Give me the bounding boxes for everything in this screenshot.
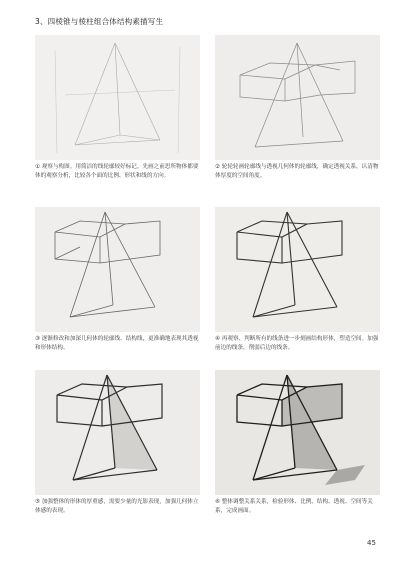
step-3-caption: ③ 逐渐修改和加深几何体的轮廓线、结构线，更准确地表现其透视和形体结构。 (35, 336, 199, 351)
step-1-sketch-image (35, 35, 200, 160)
step-1-sketch-drawing (35, 35, 200, 160)
step-3-sketch-drawing (35, 207, 200, 332)
step-4-sketch-image (215, 207, 380, 332)
step-1-caption: ① 观察与构图。用简洁的线轮廓较好标记。先画之前思所物体都要体的观察分析，比较各个面的比例、形状和线的方向。 (35, 164, 199, 179)
step-3 (35, 207, 200, 352)
step-3-sketch-image (35, 207, 200, 332)
step-2-sketch-image (215, 35, 380, 160)
step-4-caption: ④ 再观察、判断所有的线条进一步刻画结构形体，塑造空间。加强前边的线条，削弱后边的线条。 (215, 336, 379, 351)
step-4-sketch-drawing (215, 207, 380, 332)
step-6-caption: ⑥ 整体调整关系关系，检验形体、比例、结构、透视、空间等关系，完成画面。 (215, 499, 373, 514)
step-6 (215, 370, 380, 515)
step-4 (215, 207, 380, 352)
step-5-sketch-drawing (35, 370, 200, 495)
step-5-caption: ⑤ 加强整体的形体的厚重感，需要少量的光影表现，加强几何体立体感的表现。 (35, 499, 199, 514)
step-1 (35, 35, 200, 180)
step-5-sketch-image (35, 370, 200, 495)
step-6-sketch-drawing (215, 370, 380, 495)
step-2-caption: ② 轮轮轮画轮廓线与透视几何体的轮廓线，确定透视关系，认清物体厚度的空间角度。 (215, 164, 379, 179)
page-number: 45 (367, 539, 376, 547)
step-6-sketch-image (215, 370, 380, 495)
step-2-sketch-drawing (215, 35, 380, 160)
step-5 (35, 370, 200, 515)
section-heading: 3、四棱锥与棱柱组合体结构素描写生 (35, 17, 164, 26)
step-2 (215, 35, 380, 180)
